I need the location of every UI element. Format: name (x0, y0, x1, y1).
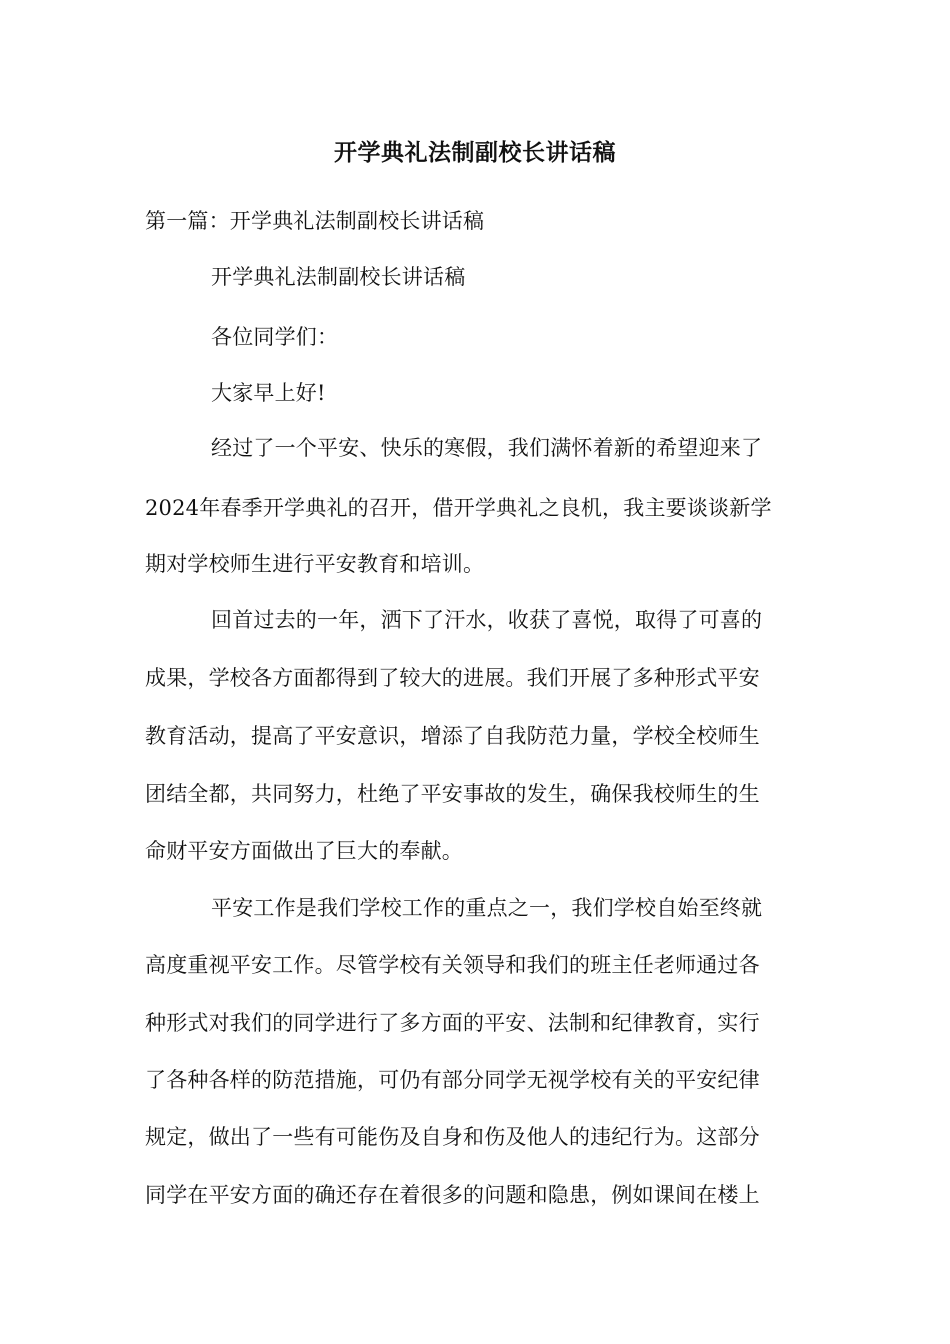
document-title: 开学典礼法制副校长讲话稿 (334, 139, 616, 166)
paragraph-2-line-4: 团结全都，共同努力，杜绝了平安事故的发生，确保我校师生的生 (145, 782, 760, 806)
paragraph-3-line-5: 规定，做出了一些有可能伤及自身和伤及他人的违纪行为。这部分 (145, 1125, 760, 1149)
paragraph-1-line-2: 2024年春季开学典礼的召开，借开学典礼之良机，我主要谈谈新学 (145, 496, 772, 520)
paragraph-3-line-1: 平安工作是我们学校工作的重点之一，我们学校自始至终就 (211, 896, 763, 920)
speech-subtitle: 开学典礼法制副校长讲话稿 (211, 265, 466, 289)
paragraph-2-line-5: 命财平安方面做出了巨大的奉献。 (145, 839, 463, 863)
paragraph-2-line-1: 回首过去的一年，洒下了汗水，收获了喜悦，取得了可喜的 (211, 608, 763, 632)
paragraph-3-line-2: 高度重视平安工作。尽管学校有关领导和我们的班主任老师通过各 (145, 953, 760, 977)
paragraph-3-line-3: 种形式对我们的同学进行了多方面的平安、法制和纪律教育，实行 (145, 1011, 760, 1035)
paragraph-3-line-6: 同学在平安方面的确还存在着很多的问题和隐患，例如课间在楼上 (145, 1183, 760, 1207)
paragraph-1-line-1: 经过了一个平安、快乐的寒假，我们满怀着新的希望迎来了 (211, 436, 763, 460)
greeting: 大家早上好! (211, 381, 326, 405)
paragraph-2-line-3: 教育活动，提高了平安意识，增添了自我防范力量，学校全校师生 (145, 724, 760, 748)
paragraph-1-line-3: 期对学校师生进行平安教育和培训。 (145, 552, 485, 576)
paragraph-2-line-2: 成果，学校各方面都得到了较大的进展。我们开展了多种形式平安 (145, 666, 760, 690)
paragraph-3-line-4: 了各种各样的防范措施，可仍有部分同学无视学校有关的平安纪律 (145, 1068, 760, 1092)
section-heading: 第一篇：开学典礼法制副校长讲话稿 (145, 209, 485, 233)
salutation: 各位同学们： (211, 325, 339, 349)
